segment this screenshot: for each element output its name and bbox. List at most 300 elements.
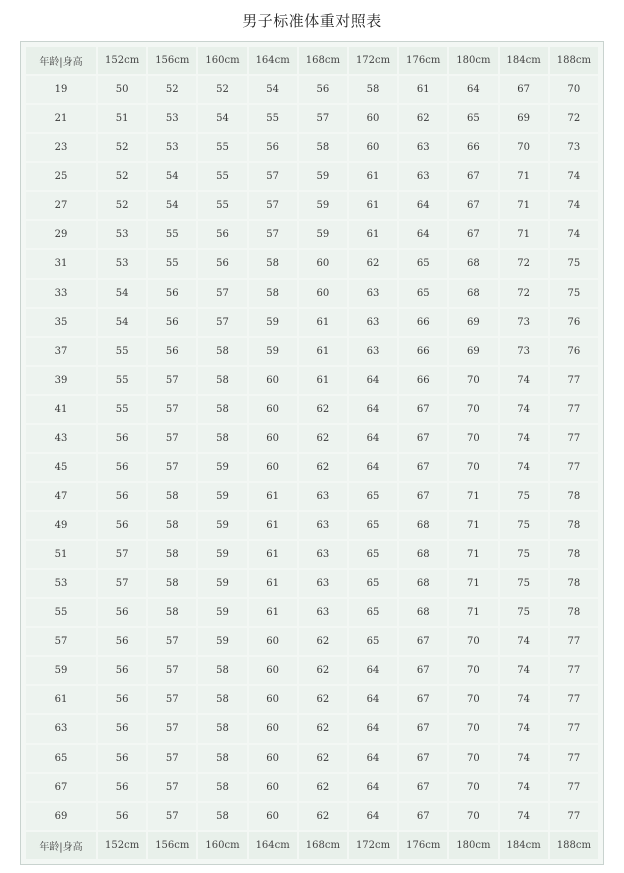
- table-row: [26, 541, 598, 568]
- age-cell: 31: [26, 250, 96, 277]
- age-cell: 59: [26, 657, 96, 684]
- weight-cell: 70: [449, 396, 497, 423]
- table-row: [26, 745, 598, 772]
- weight-cell: 61: [249, 599, 297, 626]
- weight-cell: 71: [449, 512, 497, 539]
- weight-cell: 75: [500, 483, 548, 510]
- weight-cell: 57: [249, 163, 297, 190]
- bottom-height-header: 152cm: [98, 832, 146, 859]
- weight-cell: 65: [349, 599, 397, 626]
- top-corner-label: 年龄|身高: [26, 47, 96, 74]
- weight-cell: 56: [98, 425, 146, 452]
- weight-cell: 54: [98, 280, 146, 307]
- bottom-height-header: 188cm: [550, 832, 598, 859]
- weight-cell: 70: [550, 76, 598, 103]
- weight-cell: 57: [148, 396, 196, 423]
- weight-cell: 57: [148, 774, 196, 801]
- weight-cell: 66: [399, 338, 447, 365]
- weight-cell: 57: [148, 803, 196, 830]
- table-row: [26, 76, 598, 103]
- weight-cell: 57: [148, 628, 196, 655]
- weight-cell: 62: [349, 250, 397, 277]
- weight-cell: 65: [399, 250, 447, 277]
- weight-cell: 66: [449, 134, 497, 161]
- page-title: 男子标准体重对照表: [242, 12, 382, 30]
- table-row: [26, 512, 598, 539]
- weight-cell: 64: [349, 657, 397, 684]
- table-row: [26, 570, 598, 597]
- weight-cell: 67: [449, 192, 497, 219]
- weight-cell: 64: [399, 192, 447, 219]
- age-cell: 55: [26, 599, 96, 626]
- weight-cell: 56: [98, 715, 146, 742]
- weight-cell: 70: [500, 134, 548, 161]
- weight-cell: 64: [399, 221, 447, 248]
- weight-cell: 58: [198, 367, 246, 394]
- weight-cell: 55: [198, 192, 246, 219]
- weight-cell: 64: [349, 803, 397, 830]
- weight-cell: 57: [249, 221, 297, 248]
- weight-cell: 70: [449, 715, 497, 742]
- table-row: [26, 803, 598, 830]
- weight-cell: 59: [249, 338, 297, 365]
- weight-cell: 72: [550, 105, 598, 132]
- top-height-header: 184cm: [500, 47, 548, 74]
- weight-cell: 67: [399, 686, 447, 713]
- weight-cell: 74: [500, 454, 548, 481]
- table-row: [26, 774, 598, 801]
- weight-cell: 59: [198, 512, 246, 539]
- weight-cell: 56: [198, 221, 246, 248]
- weight-cell: 56: [299, 76, 347, 103]
- weight-cell: 75: [550, 280, 598, 307]
- weight-cell: 56: [98, 512, 146, 539]
- weight-cell: 56: [98, 483, 146, 510]
- weight-cell: 64: [349, 745, 397, 772]
- age-cell: 65: [26, 745, 96, 772]
- weight-cell: 58: [299, 134, 347, 161]
- weight-cell: 56: [98, 774, 146, 801]
- weight-cell: 65: [349, 570, 397, 597]
- weight-cell: 77: [550, 774, 598, 801]
- age-cell: 53: [26, 570, 96, 597]
- weight-cell: 61: [249, 512, 297, 539]
- weight-cell: 55: [198, 134, 246, 161]
- weight-cell: 71: [500, 192, 548, 219]
- top-height-header: 188cm: [550, 47, 598, 74]
- weight-cell: 67: [399, 774, 447, 801]
- weight-cell: 55: [98, 338, 146, 365]
- age-cell: 35: [26, 309, 96, 336]
- weight-cell: 58: [198, 745, 246, 772]
- weight-cell: 60: [249, 715, 297, 742]
- top-height-header: 156cm: [148, 47, 196, 74]
- weight-cell: 73: [500, 338, 548, 365]
- weight-cell: 67: [399, 628, 447, 655]
- weight-cell: 60: [249, 774, 297, 801]
- weight-cell: 55: [148, 221, 196, 248]
- age-cell: 23: [26, 134, 96, 161]
- weight-cell: 56: [98, 745, 146, 772]
- top-height-header: 168cm: [299, 47, 347, 74]
- weight-cell: 58: [148, 599, 196, 626]
- table-row: [26, 134, 598, 161]
- bottom-height-header: 180cm: [449, 832, 497, 859]
- weight-cell: 78: [550, 512, 598, 539]
- weight-cell: 60: [249, 396, 297, 423]
- weight-cell: 77: [550, 425, 598, 452]
- weight-cell: 58: [198, 803, 246, 830]
- weight-cell: 74: [550, 221, 598, 248]
- weight-cell: 57: [249, 192, 297, 219]
- age-cell: 37: [26, 338, 96, 365]
- weight-cell: 61: [299, 367, 347, 394]
- weight-cell: 76: [550, 338, 598, 365]
- weight-cell: 60: [349, 134, 397, 161]
- weight-cell: 73: [500, 309, 548, 336]
- weight-cell: 59: [198, 454, 246, 481]
- age-cell: 47: [26, 483, 96, 510]
- weight-cell: 59: [198, 483, 246, 510]
- weight-cell: 61: [349, 163, 397, 190]
- top-height-header: 152cm: [98, 47, 146, 74]
- table-row: [26, 599, 598, 626]
- weight-table: [24, 45, 600, 861]
- weight-cell: 57: [148, 425, 196, 452]
- weight-cell: 74: [500, 425, 548, 452]
- bottom-height-header: 156cm: [148, 832, 196, 859]
- weight-cell: 52: [98, 134, 146, 161]
- weight-cell: 58: [198, 338, 246, 365]
- weight-cell: 63: [399, 134, 447, 161]
- weight-cell: 60: [249, 425, 297, 452]
- weight-cell: 56: [98, 454, 146, 481]
- weight-cell: 57: [148, 367, 196, 394]
- bottom-height-header: 176cm: [399, 832, 447, 859]
- weight-cell: 58: [198, 715, 246, 742]
- weight-cell: 67: [449, 221, 497, 248]
- weight-cell: 52: [198, 76, 246, 103]
- weight-cell: 59: [198, 570, 246, 597]
- weight-cell: 58: [198, 425, 246, 452]
- weight-cell: 65: [349, 541, 397, 568]
- weight-cell: 59: [198, 599, 246, 626]
- age-cell: 67: [26, 774, 96, 801]
- bottom-height-header: 164cm: [249, 832, 297, 859]
- weight-cell: 58: [249, 280, 297, 307]
- age-cell: 69: [26, 803, 96, 830]
- weight-cell: 61: [249, 541, 297, 568]
- weight-cell: 57: [198, 280, 246, 307]
- weight-cell: 60: [249, 367, 297, 394]
- table-row: [26, 483, 598, 510]
- weight-cell: 77: [550, 396, 598, 423]
- weight-table-body: [26, 47, 598, 859]
- weight-cell: 77: [550, 803, 598, 830]
- weight-cell: 61: [249, 570, 297, 597]
- weight-cell: 56: [148, 309, 196, 336]
- weight-cell: 69: [500, 105, 548, 132]
- weight-cell: 66: [399, 367, 447, 394]
- weight-cell: 62: [299, 454, 347, 481]
- weight-cell: 56: [98, 803, 146, 830]
- weight-cell: 68: [399, 599, 447, 626]
- weight-cell: 61: [299, 309, 347, 336]
- age-cell: 27: [26, 192, 96, 219]
- table-row: [26, 396, 598, 423]
- weight-cell: 54: [198, 105, 246, 132]
- age-cell: 21: [26, 105, 96, 132]
- weight-cell: 63: [399, 163, 447, 190]
- weight-cell: 74: [500, 774, 548, 801]
- weight-cell: 58: [148, 512, 196, 539]
- weight-cell: 64: [349, 454, 397, 481]
- weight-cell: 78: [550, 570, 598, 597]
- weight-cell: 78: [550, 599, 598, 626]
- weight-cell: 69: [449, 309, 497, 336]
- weight-cell: 59: [299, 192, 347, 219]
- weight-cell: 68: [399, 512, 447, 539]
- weight-cell: 67: [399, 657, 447, 684]
- weight-cell: 54: [148, 192, 196, 219]
- weight-cell: 60: [249, 454, 297, 481]
- weight-cell: 60: [299, 250, 347, 277]
- weight-cell: 67: [399, 745, 447, 772]
- weight-cell: 74: [550, 192, 598, 219]
- weight-cell: 63: [349, 338, 397, 365]
- weight-cell: 60: [249, 745, 297, 772]
- age-cell: 43: [26, 425, 96, 452]
- weight-cell: 62: [299, 803, 347, 830]
- weight-cell: 77: [550, 715, 598, 742]
- weight-cell: 58: [198, 396, 246, 423]
- weight-cell: 63: [299, 512, 347, 539]
- weight-cell: 50: [98, 76, 146, 103]
- weight-cell: 62: [399, 105, 447, 132]
- weight-cell: 54: [98, 309, 146, 336]
- weight-cell: 65: [349, 628, 397, 655]
- weight-cell: 64: [349, 774, 397, 801]
- weight-cell: 67: [399, 715, 447, 742]
- weight-cell: 72: [500, 250, 548, 277]
- table-row: [26, 192, 598, 219]
- age-cell: 57: [26, 628, 96, 655]
- weight-cell: 63: [349, 280, 397, 307]
- table-row: [26, 221, 598, 248]
- age-cell: 19: [26, 76, 96, 103]
- weight-cell: 62: [299, 657, 347, 684]
- weight-cell: 55: [148, 250, 196, 277]
- weight-cell: 69: [449, 338, 497, 365]
- weight-cell: 56: [198, 250, 246, 277]
- weight-cell: 60: [349, 105, 397, 132]
- weight-cell: 58: [198, 686, 246, 713]
- weight-cell: 65: [349, 512, 397, 539]
- weight-cell: 62: [299, 715, 347, 742]
- top-height-header: 180cm: [449, 47, 497, 74]
- weight-cell: 60: [249, 657, 297, 684]
- weight-cell: 67: [449, 163, 497, 190]
- weight-cell: 66: [399, 309, 447, 336]
- weight-cell: 58: [148, 570, 196, 597]
- weight-cell: 57: [299, 105, 347, 132]
- weight-cell: 57: [148, 745, 196, 772]
- weight-cell: 70: [449, 628, 497, 655]
- table-row: [26, 715, 598, 742]
- weight-cell: 63: [299, 541, 347, 568]
- bottom-height-header: 184cm: [500, 832, 548, 859]
- weight-cell: 57: [148, 454, 196, 481]
- table-header-row: [26, 47, 598, 74]
- table-row: [26, 686, 598, 713]
- weight-cell: 53: [98, 221, 146, 248]
- top-height-header: 164cm: [249, 47, 297, 74]
- weight-cell: 67: [399, 483, 447, 510]
- weight-cell: 70: [449, 774, 497, 801]
- weight-cell: 53: [98, 250, 146, 277]
- weight-cell: 51: [98, 105, 146, 132]
- weight-cell: 57: [148, 686, 196, 713]
- weight-cell: 78: [550, 541, 598, 568]
- weight-cell: 64: [349, 396, 397, 423]
- weight-cell: 72: [500, 280, 548, 307]
- weight-cell: 64: [449, 76, 497, 103]
- weight-cell: 74: [500, 803, 548, 830]
- weight-cell: 63: [299, 570, 347, 597]
- weight-cell: 63: [349, 309, 397, 336]
- weight-cell: 62: [299, 628, 347, 655]
- weight-cell: 68: [399, 570, 447, 597]
- weight-cell: 67: [399, 396, 447, 423]
- weight-cell: 67: [399, 454, 447, 481]
- weight-cell: 58: [349, 76, 397, 103]
- bottom-height-header: 168cm: [299, 832, 347, 859]
- weight-cell: 56: [148, 280, 196, 307]
- weight-cell: 57: [98, 541, 146, 568]
- table-row: [26, 250, 598, 277]
- top-height-header: 160cm: [198, 47, 246, 74]
- weight-cell: 52: [98, 163, 146, 190]
- weight-cell: 77: [550, 745, 598, 772]
- weight-cell: 57: [148, 715, 196, 742]
- weight-cell: 55: [198, 163, 246, 190]
- weight-cell: 64: [349, 367, 397, 394]
- weight-cell: 75: [500, 512, 548, 539]
- weight-cell: 64: [349, 715, 397, 742]
- table-row: [26, 628, 598, 655]
- weight-table-frame: [20, 41, 604, 865]
- weight-cell: 54: [249, 76, 297, 103]
- weight-cell: 56: [98, 599, 146, 626]
- weight-cell: 74: [500, 396, 548, 423]
- weight-cell: 74: [550, 163, 598, 190]
- weight-cell: 71: [449, 541, 497, 568]
- weight-cell: 56: [249, 134, 297, 161]
- weight-cell: 67: [399, 425, 447, 452]
- weight-cell: 71: [449, 570, 497, 597]
- weight-cell: 70: [449, 425, 497, 452]
- weight-cell: 74: [500, 686, 548, 713]
- weight-cell: 68: [449, 250, 497, 277]
- weight-cell: 70: [449, 367, 497, 394]
- weight-cell: 75: [500, 541, 548, 568]
- weight-cell: 67: [500, 76, 548, 103]
- weight-cell: 53: [148, 134, 196, 161]
- weight-cell: 77: [550, 686, 598, 713]
- weight-cell: 59: [299, 221, 347, 248]
- weight-cell: 74: [500, 657, 548, 684]
- weight-cell: 60: [249, 686, 297, 713]
- weight-cell: 70: [449, 745, 497, 772]
- weight-cell: 77: [550, 454, 598, 481]
- weight-cell: 55: [98, 367, 146, 394]
- weight-cell: 75: [500, 599, 548, 626]
- weight-cell: 74: [500, 715, 548, 742]
- bottom-height-header: 172cm: [349, 832, 397, 859]
- weight-cell: 62: [299, 686, 347, 713]
- weight-cell: 60: [249, 803, 297, 830]
- weight-cell: 77: [550, 367, 598, 394]
- weight-cell: 58: [198, 657, 246, 684]
- weight-cell: 59: [198, 628, 246, 655]
- weight-cell: 57: [98, 570, 146, 597]
- weight-cell: 74: [500, 628, 548, 655]
- table-row: [26, 309, 598, 336]
- age-cell: 41: [26, 396, 96, 423]
- age-cell: 45: [26, 454, 96, 481]
- weight-cell: 59: [249, 309, 297, 336]
- weight-cell: 56: [98, 686, 146, 713]
- weight-cell: 61: [249, 483, 297, 510]
- weight-cell: 70: [449, 803, 497, 830]
- table-row: [26, 454, 598, 481]
- weight-cell: 65: [349, 483, 397, 510]
- weight-cell: 70: [449, 454, 497, 481]
- age-cell: 39: [26, 367, 96, 394]
- weight-cell: 61: [299, 338, 347, 365]
- weight-cell: 64: [349, 425, 397, 452]
- weight-cell: 73: [550, 134, 598, 161]
- weight-cell: 53: [148, 105, 196, 132]
- age-cell: 63: [26, 715, 96, 742]
- weight-cell: 63: [299, 483, 347, 510]
- weight-cell: 54: [148, 163, 196, 190]
- weight-cell: 61: [349, 221, 397, 248]
- weight-cell: 67: [399, 803, 447, 830]
- table-row: [26, 338, 598, 365]
- weight-cell: 65: [399, 280, 447, 307]
- table-row: [26, 367, 598, 394]
- age-cell: 49: [26, 512, 96, 539]
- top-height-header: 176cm: [399, 47, 447, 74]
- weight-cell: 56: [98, 628, 146, 655]
- weight-cell: 56: [148, 338, 196, 365]
- weight-cell: 70: [449, 686, 497, 713]
- weight-cell: 55: [98, 396, 146, 423]
- weight-cell: 58: [249, 250, 297, 277]
- weight-cell: 70: [449, 657, 497, 684]
- weight-cell: 71: [500, 163, 548, 190]
- table-row: [26, 105, 598, 132]
- weight-cell: 52: [148, 76, 196, 103]
- weight-cell: 60: [299, 280, 347, 307]
- weight-cell: 65: [449, 105, 497, 132]
- weight-cell: 76: [550, 309, 598, 336]
- weight-cell: 58: [148, 483, 196, 510]
- table-row: [26, 657, 598, 684]
- weight-cell: 62: [299, 745, 347, 772]
- age-cell: 61: [26, 686, 96, 713]
